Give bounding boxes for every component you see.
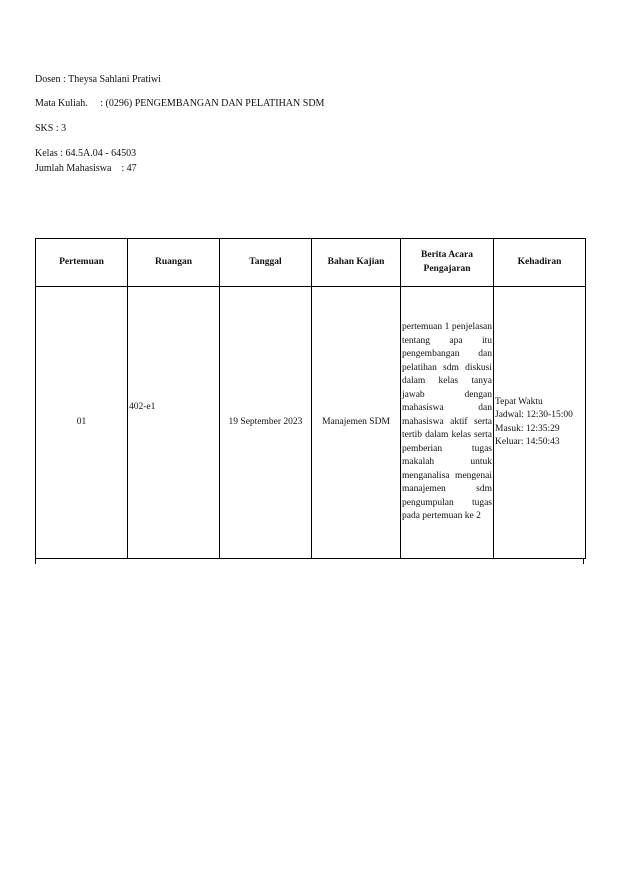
dosen-line: Dosen : Theysa Sahlani Pratiwi [35, 74, 161, 85]
header-berita-acara: Berita Acara Pengajaran [401, 239, 494, 287]
mata-kuliah-line: Mata Kuliah. : (0296) PENGEMBANGAN DAN PELATIHAN SDM [35, 98, 325, 109]
kelas-line: Kelas : 64.5A.04 - 64503 [35, 148, 137, 159]
jumlah-mahasiswa-line: Jumlah Mahasiswa : 47 [35, 163, 137, 174]
cell-bahan-kajian: Manajemen SDM [312, 287, 401, 559]
kehadiran-jadwal: Jadwal: 12:30-15:00 [495, 410, 573, 420]
header-pertemuan: Pertemuan [36, 239, 128, 287]
header-kehadiran: Kehadiran [494, 239, 586, 287]
header-ruangan: Ruangan [128, 239, 220, 287]
table-border-tail-right [583, 558, 584, 564]
cell-tanggal: 19 September 2023 [220, 287, 312, 559]
cell-ruangan [128, 287, 220, 559]
cell-kehadiran [494, 287, 586, 559]
ruangan-value: 402-e1 [129, 401, 156, 412]
table-border-tail-left [35, 558, 36, 564]
kehadiran-masuk: Masuk: 12:35:29 [495, 423, 560, 434]
kehadiran-keluar: Keluar: 14:50:43 [495, 437, 560, 447]
header-tanggal: Tanggal [220, 239, 312, 287]
kehadiran-status: Tepat Waktu [495, 396, 543, 407]
table-row [36, 287, 586, 559]
cell-pertemuan: 01 [36, 287, 128, 559]
berita-acara-table [35, 238, 586, 559]
sks-line: SKS : 3 [35, 123, 67, 134]
header-bahan-kajian: Bahan Kajian [312, 239, 401, 287]
table-header-row [36, 239, 586, 287]
cell-berita-acara: pertemuan 1 penjelasan tentang apa itu pengembangan dan pelatihan sdm diskusi dalam kelas tanya jawab dengan mahasiswa dan mahasiswa aktif serta tertib dalam kelas serta pemberian tugas makalah untuk menganalisa mengenai manajemen sdm pengumpulan tugas pada pertemuan ke 2 [401, 287, 494, 559]
